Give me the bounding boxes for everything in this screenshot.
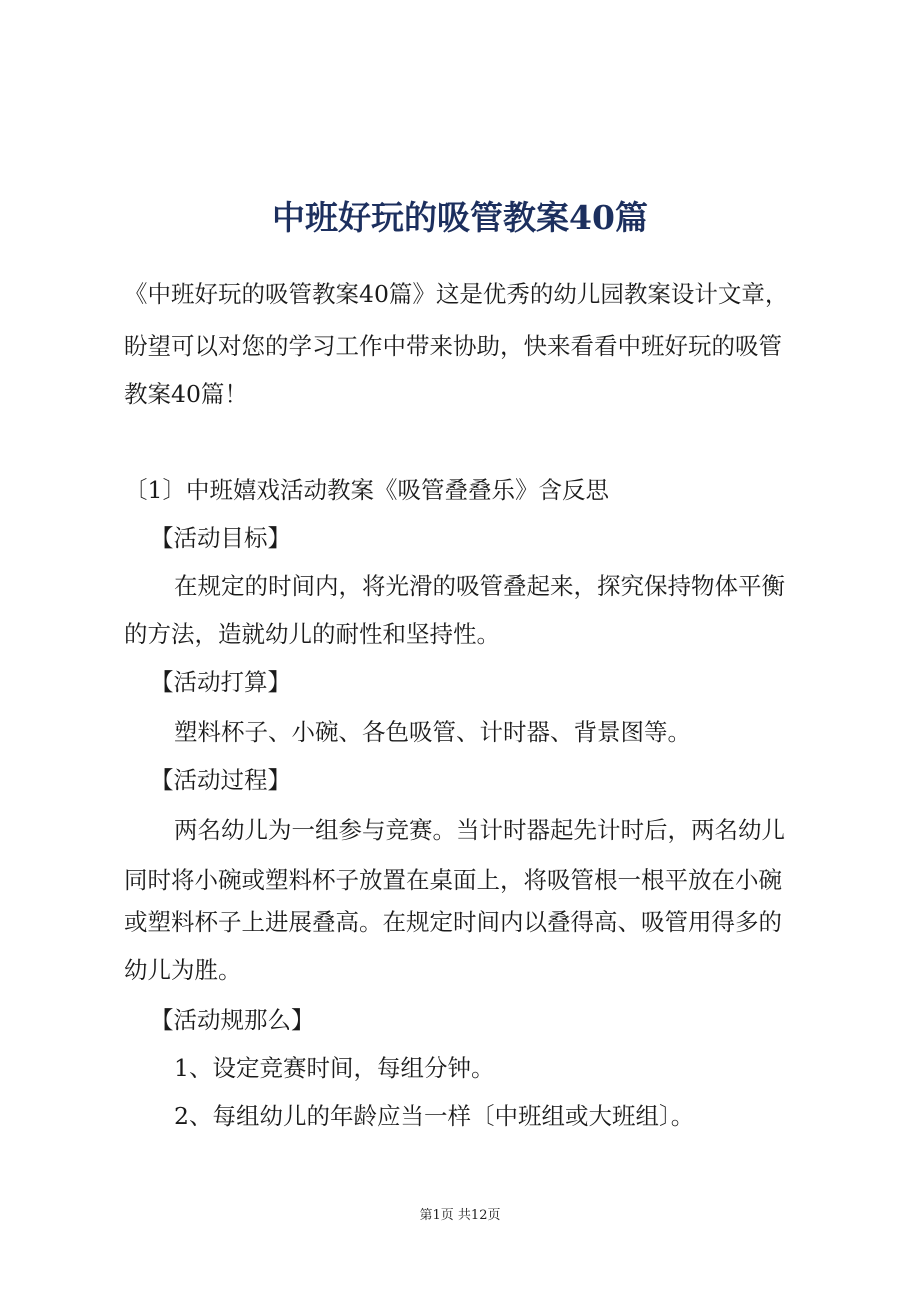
rule-item-2: 2、每组幼儿的年龄应当一样〔中班组或大班组〕。 xyxy=(174,1102,695,1130)
prep-heading: 【活动打算】 xyxy=(150,668,291,696)
process-heading: 【活动过程】 xyxy=(150,766,291,794)
process-line-2: 同时将小碗或塑料杯子放置在桌面上，将吸管根一根平放在小碗 xyxy=(124,866,782,894)
prep-text: 塑料杯子、小碗、各色吸管、计时器、背景图等。 xyxy=(174,718,691,746)
rules-heading: 【活动规那么】 xyxy=(150,1006,315,1034)
intro-line-3: 教案40篇！ xyxy=(124,380,248,408)
document-title: 中班好玩的吸管教案40篇 xyxy=(272,198,648,237)
process-line-1: 两名幼儿为一组参与竞赛。当计时器起先计时后，两名幼儿 xyxy=(174,816,785,844)
rule-item-1: 1、设定竞赛时间，每组分钟。 xyxy=(174,1054,495,1082)
process-line-3: 或塑料杯子上进展叠高。在规定时间内以叠得高、吸管用得多的 xyxy=(124,908,782,936)
intro-line-1: 《中班好玩的吸管教案40篇》这是优秀的幼儿园教案设计文章， xyxy=(124,280,789,308)
process-line-4: 幼儿为胜。 xyxy=(124,956,242,984)
goal-line-2: 的方法，造就幼儿的耐性和坚持性。 xyxy=(124,620,500,648)
goal-line-1: 在规定的时间内，将光滑的吸管叠起来，探究保持物体平衡 xyxy=(174,572,785,600)
goal-heading: 【活动目标】 xyxy=(150,524,291,552)
page-footer: 第1页 共12页 xyxy=(419,1208,501,1223)
section-heading: 〔1〕中班嬉戏活动教案《吸管叠叠乐》含反思 xyxy=(124,476,609,504)
intro-line-2: 盼望可以对您的学习工作中带来协助，快来看看中班好玩的吸管 xyxy=(124,332,782,360)
